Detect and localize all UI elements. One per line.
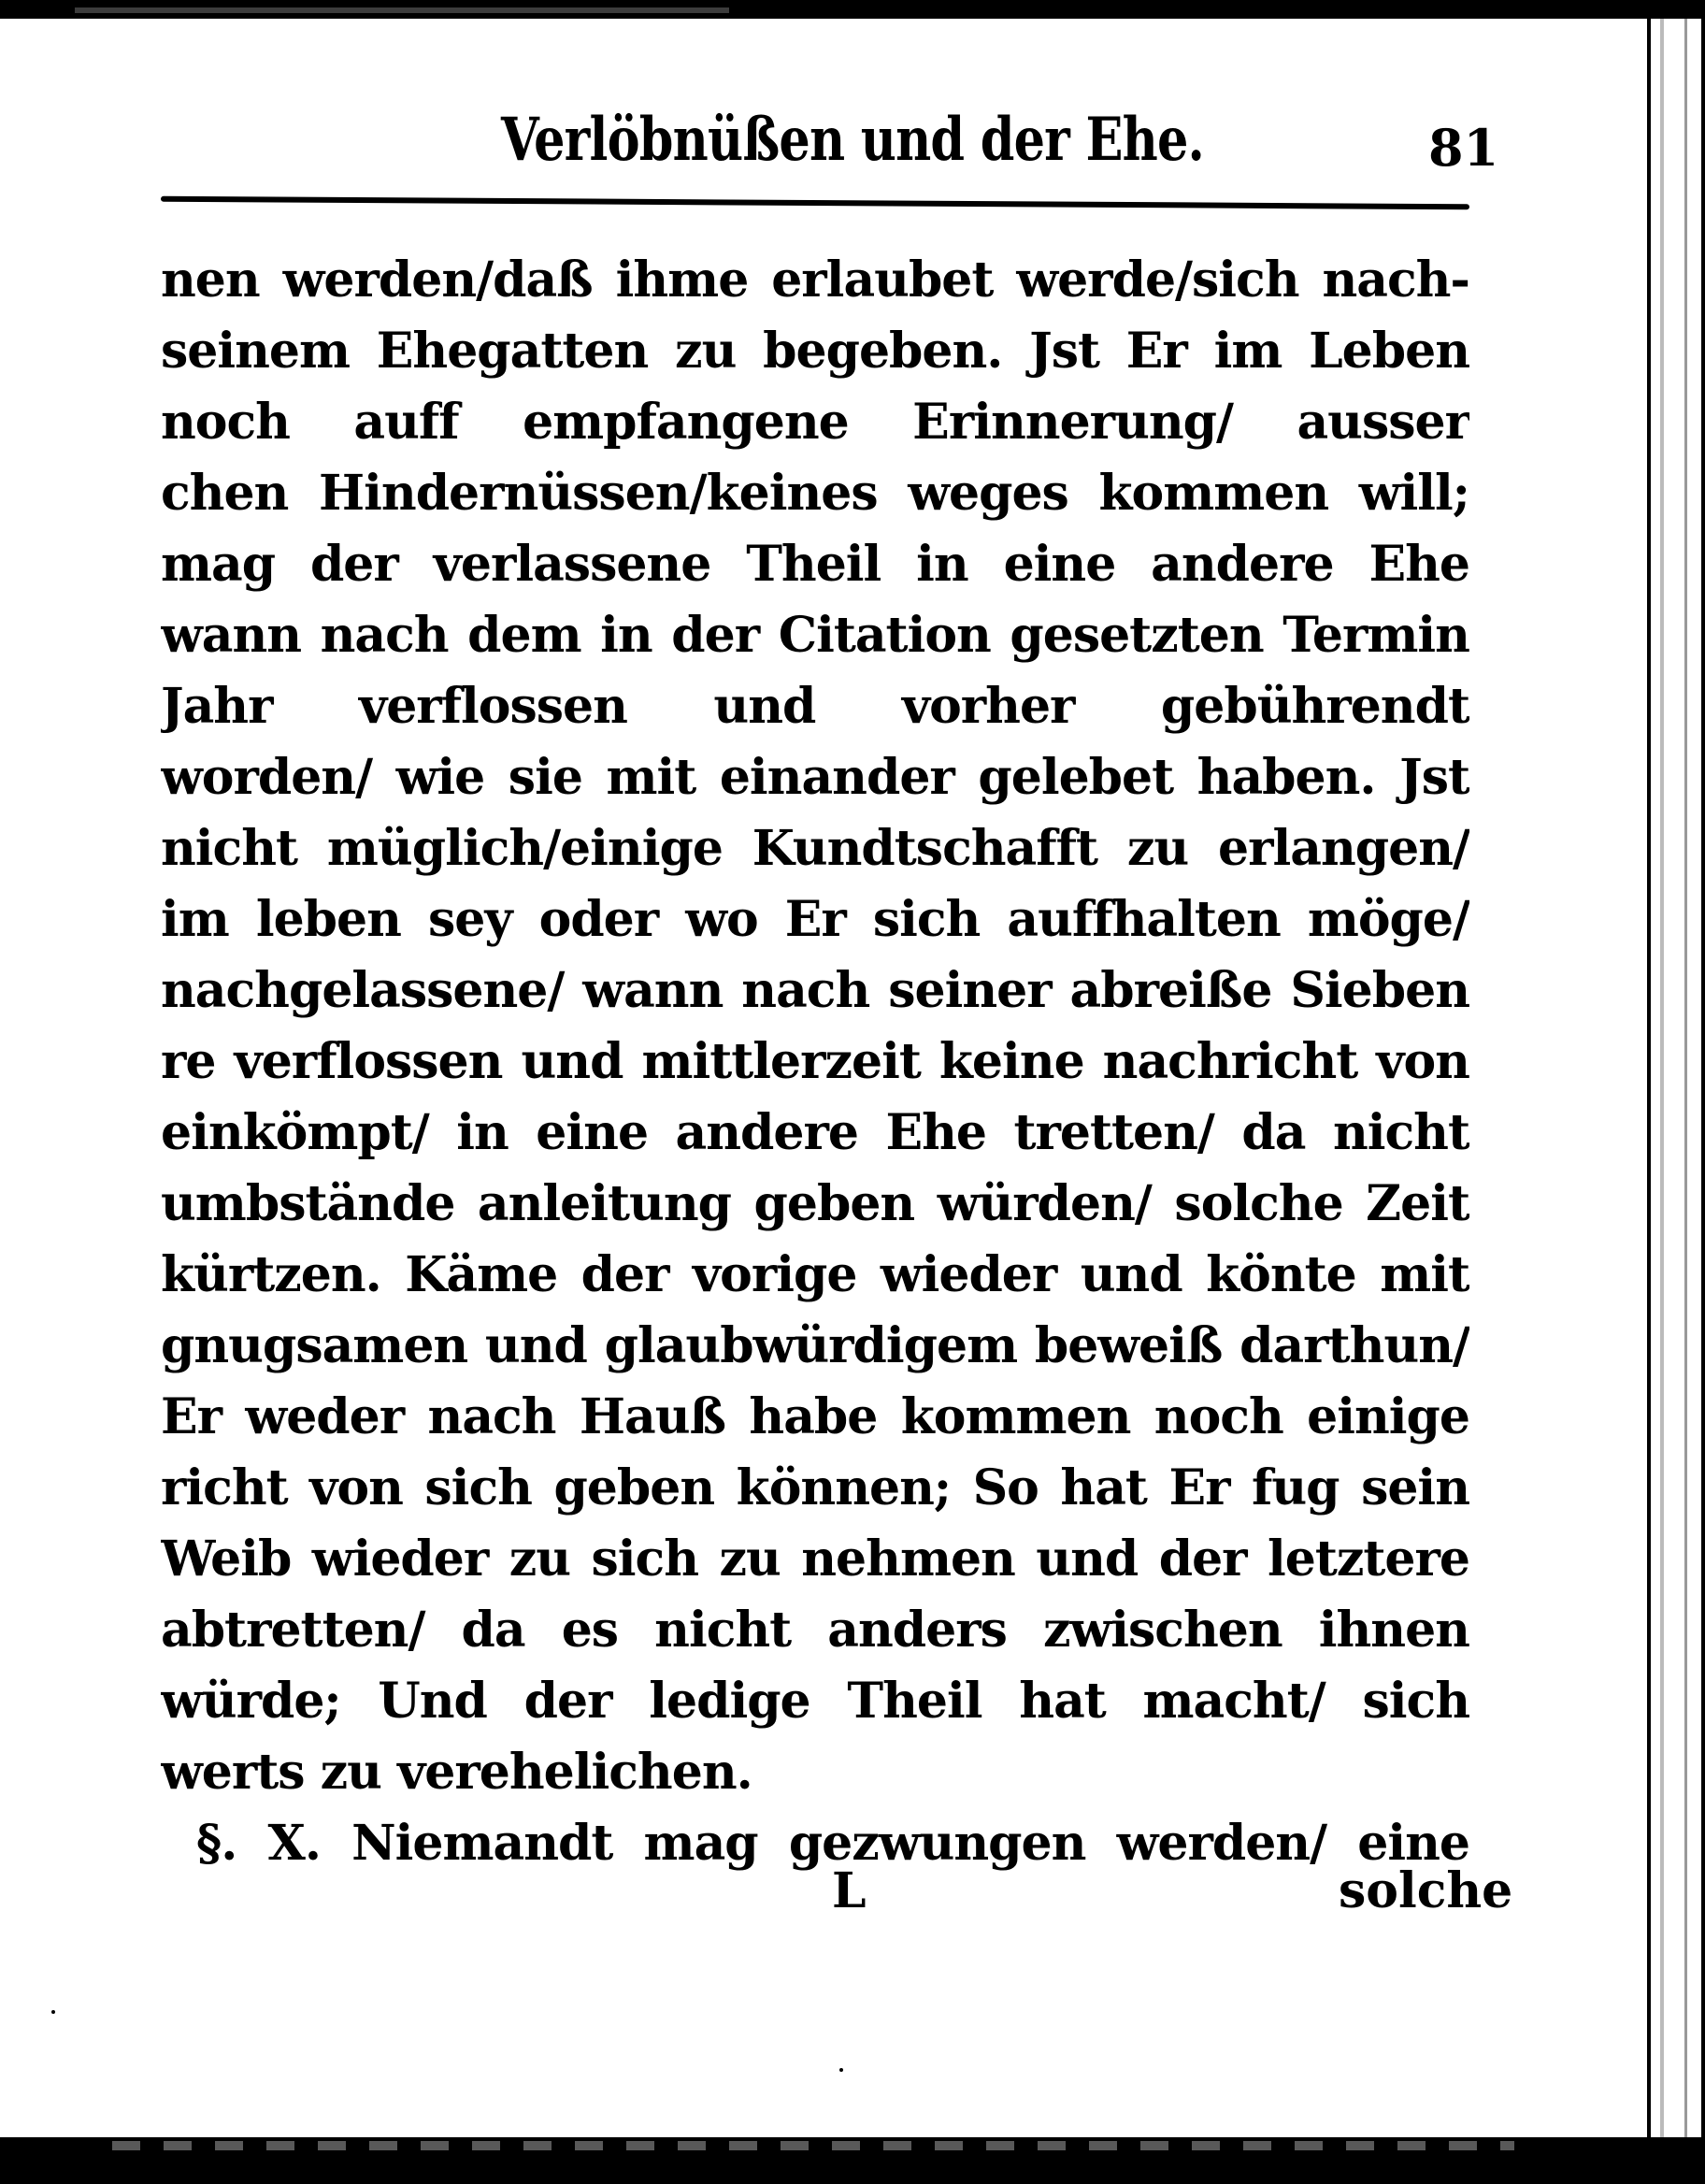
scan-bottom-border — [0, 2137, 1705, 2184]
section-heading-line: §. X. Niemandt mag gezwungen werden/ eine — [196, 1815, 1469, 1872]
signature-mark: L — [832, 1862, 867, 1919]
text-line: gnugsamen und glaubwürdigem beweiß darthun/ — [161, 1317, 1469, 1374]
text-line: Jahr verflossen und vorher gebührendt — [161, 678, 1469, 735]
text-line: abtretten/ da es nicht anders zwischen ihnen — [161, 1602, 1469, 1659]
text-line: seinem Ehegatten zu begeben. Jst Er im Leben — [161, 323, 1469, 380]
text-line: umbstände anleitung geben würden/ solche Zeit — [161, 1175, 1469, 1232]
text-line: werts zu verehelichen. — [161, 1744, 752, 1801]
running-head: Verlöbnüßen und der Ehe. — [501, 105, 1204, 175]
page-number: 81 — [1428, 118, 1499, 178]
text-line: noch auff empfangene Erinnerung/ ausser — [161, 394, 1469, 451]
text-line: chen Hindernüssen/keines weges kommen will; — [161, 465, 1469, 522]
text-line: einkömpt/ in eine andere Ehe tretten/ da nicht — [161, 1104, 1469, 1161]
scan-speck — [839, 2068, 843, 2072]
text-line: im leben sey oder wo Er sich auffhalten möge/ — [161, 891, 1469, 948]
text-line: richt von sich geben können; So hat Er fug sein — [161, 1459, 1469, 1516]
header-rule — [161, 196, 1469, 210]
scan-speck — [51, 2010, 55, 2014]
text-line: Er weder nach Hauß habe kommen noch einige — [161, 1388, 1469, 1445]
text-line: wann nach dem in der Citation gesetzten Termin — [161, 607, 1469, 664]
text-line: nen werden/daß ihme erlaubet werde/sich nach- — [161, 251, 1469, 309]
text-line: re verflossen und mittlerzeit keine nachricht von — [161, 1033, 1469, 1090]
catchword: solche — [1339, 1862, 1513, 1919]
text-line: nachgelassene/ wann nach seiner abreiße Sieben — [161, 962, 1469, 1019]
text-line: worden/ wie sie mit einander gelebet haben. Jst — [161, 749, 1469, 806]
text-line: nicht müglich/einige Kundtschafft zu erlangen/ — [161, 820, 1469, 877]
text-line: würde; Und der ledige Theil hat macht/ sich — [161, 1673, 1469, 1730]
text-line: Weib wieder zu sich zu nehmen und der letztere — [161, 1530, 1469, 1588]
scan-page-edge — [1647, 19, 1705, 2137]
text-line: mag der verlassene Theil in eine andere Ehe — [161, 536, 1469, 593]
body-text — [161, 245, 1469, 1879]
scan-top-border — [0, 0, 1705, 19]
text-line: kürtzen. Käme der vorige wieder und könte mit — [161, 1246, 1469, 1303]
